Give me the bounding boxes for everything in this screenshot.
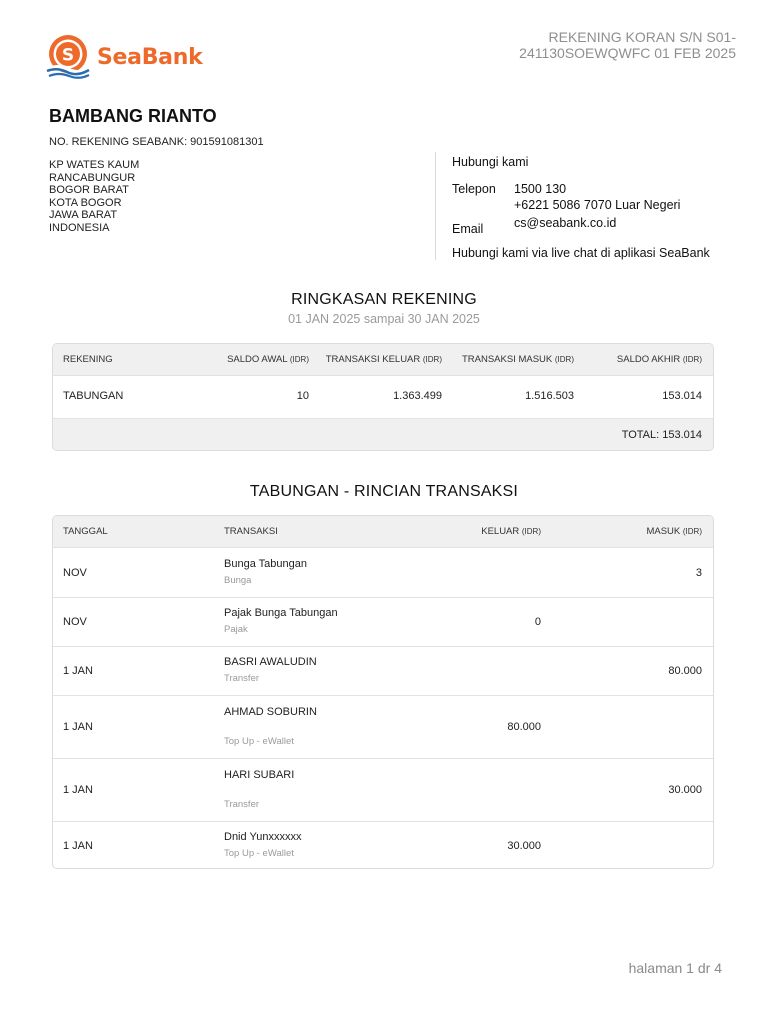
summary-total-row bbox=[53, 419, 713, 451]
col-transaction: TRANSAKSI bbox=[224, 526, 278, 537]
address-line: KP WATES KAUM bbox=[49, 159, 140, 171]
address-line: KOTA BOGOR bbox=[49, 196, 122, 209]
transactions-table bbox=[52, 515, 714, 869]
currency-label: (IDR) bbox=[521, 527, 541, 536]
txn-in: 3 bbox=[695, 567, 702, 579]
phone-number[interactable]: 1500 130 bbox=[514, 182, 567, 196]
summary-closing: 153.014 bbox=[662, 390, 702, 402]
txn-date: NOV bbox=[63, 567, 87, 579]
txn-in: 30.000 bbox=[668, 784, 702, 796]
txn-name: HARI SUBARI bbox=[224, 769, 295, 781]
table-row bbox=[53, 548, 713, 597]
currency-label: (IDR) bbox=[289, 355, 309, 364]
col-credit-label: TRANSAKSI MASUK bbox=[461, 354, 553, 365]
table-row bbox=[53, 822, 713, 869]
account-number-label: NO. REKENING SEABANK: bbox=[49, 136, 188, 148]
customer-address bbox=[49, 159, 139, 235]
col-date: TANGGAL bbox=[63, 526, 108, 537]
contact-title: Hubungi kami bbox=[452, 155, 529, 169]
txn-type: Transfer bbox=[224, 799, 260, 810]
col-closing-balance bbox=[617, 354, 702, 365]
summary-account: TABUNGAN bbox=[63, 390, 124, 402]
currency-label: (IDR) bbox=[682, 355, 702, 364]
details-title: TABUNGAN - RINCIAN TRANSAKSI bbox=[249, 483, 519, 500]
txn-in: 80.000 bbox=[668, 665, 702, 677]
transactions-header-row bbox=[53, 516, 713, 547]
summary-opening: 10 bbox=[296, 390, 309, 402]
summary-row bbox=[53, 376, 713, 418]
col-account: REKENING bbox=[63, 354, 113, 365]
col-in bbox=[646, 526, 702, 537]
statement-serial: REKENING KORAN S/N S01-241130SOEWQWFC 01 FEB 2025 bbox=[519, 29, 736, 61]
address-line: RANCABUNGUR bbox=[49, 171, 136, 184]
txn-date: 1 JAN bbox=[63, 665, 93, 677]
col-opening-label: SALDO AWAL bbox=[227, 354, 288, 365]
address-line: BOGOR BARAT bbox=[49, 184, 129, 197]
table-row bbox=[53, 647, 713, 695]
col-debit-label: TRANSAKSI KELUAR bbox=[325, 354, 421, 365]
col-out bbox=[481, 526, 541, 537]
txn-type: Top Up - eWallet bbox=[224, 736, 294, 747]
col-in-label: MASUK bbox=[646, 526, 681, 537]
summary-header-row bbox=[53, 344, 713, 375]
txn-date: 1 JAN bbox=[63, 721, 93, 733]
txn-type: Top Up - eWallet bbox=[224, 848, 294, 859]
address-line: INDONESIA bbox=[49, 221, 110, 234]
summary-total: TOTAL: 153.014 bbox=[621, 429, 702, 441]
seabank-logo-icon bbox=[45, 34, 93, 80]
account-holder-name: BAMBANG RIANTO bbox=[49, 106, 217, 126]
col-debit bbox=[326, 354, 442, 365]
txn-name: BASRI AWALUDIN bbox=[224, 656, 317, 668]
col-credit bbox=[462, 354, 574, 365]
summary-debit: 1.363.499 bbox=[393, 390, 442, 402]
account-number-line bbox=[49, 136, 267, 148]
table-row bbox=[53, 759, 713, 821]
txn-type: Transfer bbox=[224, 673, 260, 684]
txn-name: Dnid Yunxxxxxx bbox=[224, 831, 302, 843]
phone-number-international[interactable]: +6221 5086 7070 Luar Negeri bbox=[514, 198, 681, 212]
page-indicator: halaman 1 dr 4 bbox=[628, 960, 722, 976]
currency-label: (IDR) bbox=[682, 527, 702, 536]
summary-credit: 1.516.503 bbox=[525, 390, 574, 402]
summary-title: RINGKASAN REKENING bbox=[291, 291, 477, 308]
col-closing-label: SALDO AKHIR bbox=[616, 354, 681, 365]
contact-block bbox=[435, 152, 735, 260]
col-out-label: KELUAR bbox=[481, 526, 520, 537]
email-address[interactable]: cs@seabank.co.id bbox=[514, 216, 617, 230]
currency-label: (IDR) bbox=[422, 355, 442, 364]
table-row bbox=[53, 598, 713, 646]
txn-out: 0 bbox=[534, 616, 541, 628]
txn-out: 80.000 bbox=[507, 721, 541, 733]
live-chat-note: Hubungi kami via live chat di aplikasi SeaBank bbox=[452, 246, 710, 260]
table-row bbox=[53, 696, 713, 758]
col-opening-balance bbox=[227, 354, 309, 365]
account-number: 901591081301 bbox=[190, 136, 264, 148]
txn-name: Pajak Bunga Tabungan bbox=[224, 607, 338, 619]
txn-name: Bunga Tabungan bbox=[224, 558, 307, 570]
txn-out: 30.000 bbox=[507, 840, 541, 852]
phone-label: Telepon bbox=[452, 182, 496, 196]
txn-type: Pajak bbox=[224, 624, 248, 635]
summary-period: 01 JAN 2025 sampai 30 JAN 2025 bbox=[288, 312, 480, 326]
svg-text:S: S bbox=[61, 45, 75, 66]
seabank-logo bbox=[45, 34, 202, 80]
brand-name: SeaBank bbox=[97, 44, 203, 70]
txn-name: AHMAD SOBURIN bbox=[224, 706, 317, 718]
email-label: Email bbox=[452, 222, 484, 236]
txn-date: 1 JAN bbox=[63, 784, 93, 796]
txn-date: NOV bbox=[63, 616, 87, 628]
currency-label: (IDR) bbox=[554, 355, 574, 364]
txn-date: 1 JAN bbox=[63, 840, 93, 852]
address-line: JAWA BARAT bbox=[49, 209, 118, 222]
summary-table bbox=[52, 343, 714, 451]
txn-type: Bunga bbox=[224, 575, 252, 586]
